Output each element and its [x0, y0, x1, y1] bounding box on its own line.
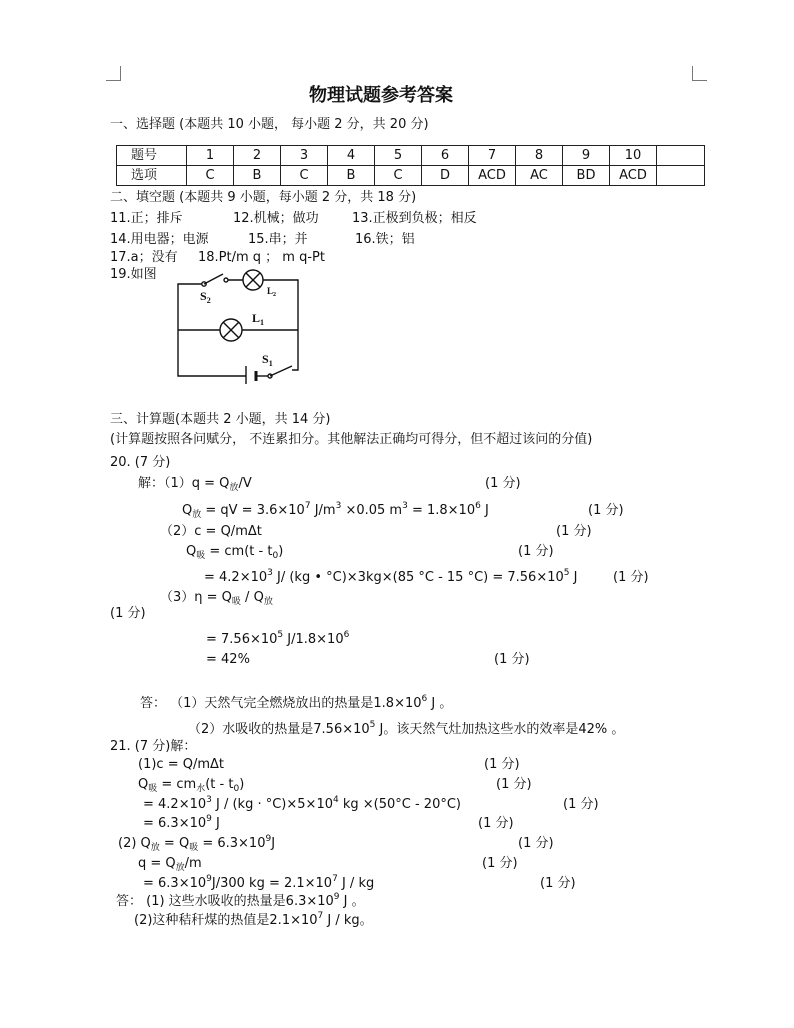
subscript: 0 [233, 784, 240, 794]
superscript: 5 [277, 630, 284, 640]
score-label: (1 分) [556, 524, 592, 539]
subscript: 0 [272, 551, 279, 561]
formula-text: = cm [157, 777, 197, 792]
subscript: 放 [263, 597, 273, 607]
q21-title: 21. (7 分)解： [110, 739, 197, 754]
formula-text: = 6.3×10 [198, 836, 266, 851]
formula-text: J/300 kg = 2.1×10 [211, 876, 333, 891]
number-cell: 7 [469, 146, 516, 166]
formula-text: kg ×(50°C - 20°C) [338, 797, 461, 812]
formula-text: Q [186, 544, 197, 559]
score-label: (1 分) [540, 876, 576, 891]
answer-cell: C [281, 166, 328, 186]
answer-q17: 17.a；没有 [110, 250, 178, 265]
answer-cell: D [422, 166, 469, 186]
subscript: 吸 [231, 597, 241, 607]
score-label: (1 分) [484, 757, 520, 772]
answer-cell: ACD [610, 166, 657, 186]
formula-text: = 6.3×10 [143, 816, 207, 831]
formula-text: / Q [240, 590, 264, 605]
formula-text: J/m [310, 503, 336, 518]
number-cell: 6 [422, 146, 469, 166]
formula-text: J/ (kg • °C)×3kg×(85 °C - 15 °C) = 7.56×10 [272, 570, 564, 585]
section2-heading: 二、填空题 (本题共 9 小题，每小题 2 分，共 18 分) [110, 190, 417, 205]
q21-line-5 [118, 836, 275, 852]
formula-text: (t - t [205, 777, 234, 792]
superscript: 7 [304, 501, 311, 511]
superscript: 6 [475, 501, 481, 511]
formula-text: = qV = 3.6×10 [201, 503, 305, 518]
number-cell: 2 [234, 146, 281, 166]
q20-line-6 [160, 590, 273, 606]
row-label-number: 题号 [117, 146, 187, 166]
answer-q16: 16.铁；铝 [355, 232, 415, 247]
formula-text: 答： (1) 这些水吸收的热量是6.3×10 [116, 894, 334, 909]
number-cell: 4 [328, 146, 375, 166]
score-label: (1 分) [588, 503, 624, 518]
answer-table [116, 145, 705, 186]
page-corner-mark-right [692, 66, 707, 81]
formula-text: /m [184, 856, 202, 871]
superscript: 3 [206, 795, 212, 805]
superscript: 3 [335, 501, 342, 511]
formula-text: ×0.05 m [341, 503, 403, 518]
number-cell-empty [657, 146, 705, 166]
q21-line-1 [138, 757, 224, 773]
score-label: (1 分) [518, 544, 554, 559]
formula-text: 答： （1）天然气完全燃烧放出的热量是1.8×10 [140, 696, 422, 711]
formula-text: (2) Q [118, 836, 151, 851]
score-label: (1 分) [563, 797, 599, 812]
answer-cell: BD [563, 166, 610, 186]
number-cell: 3 [281, 146, 328, 166]
formula-text: J [271, 836, 276, 851]
superscript: 3 [267, 568, 273, 578]
formula-text: J 。 [427, 696, 453, 711]
formula-text: = 6.3×10 [143, 876, 207, 891]
switch-s2-blade [204, 274, 223, 284]
formula-text: J 。 [339, 894, 365, 909]
superscript: 4 [332, 795, 339, 805]
score-label: (1 分) [110, 606, 146, 621]
answer-q19: 19.如图 [110, 267, 157, 282]
score-label: (1 分) [482, 856, 518, 871]
subscript: 放 [150, 843, 160, 853]
superscript: 9 [333, 892, 340, 902]
answer-cell: C [187, 166, 234, 186]
number-cell: 5 [375, 146, 422, 166]
formula-text: q = Q [138, 856, 176, 871]
answer-cell: AC [516, 166, 563, 186]
formula-text: J / (kg · °C)×5×10 [211, 797, 333, 812]
number-cell: 8 [516, 146, 563, 166]
formula-text: J / kg [337, 876, 375, 891]
number-cell: 9 [563, 146, 610, 166]
answer-cell-empty [657, 166, 705, 186]
section3-note: (计算题按照各问赋分， 不连累扣分。其他解法正确均可得分，但不超过该问的分值) [110, 432, 593, 447]
q21-line-2 [138, 777, 244, 793]
formula-text: = 7.56×10 [206, 632, 278, 647]
q20-answer-2 [188, 722, 624, 738]
subscript: 吸 [148, 784, 158, 794]
switch-s2-contact [224, 278, 228, 282]
q20-line-3 [160, 524, 262, 540]
page-title: 物理试题参考答案 [309, 85, 453, 106]
formula-text: (1)c = Q/mΔt [138, 757, 224, 772]
answer-q14: 14.用电器；电源 [110, 232, 209, 247]
number-cell: 1 [187, 146, 234, 166]
bottom-branch-wire-left [178, 330, 246, 376]
superscript: 7 [332, 874, 338, 884]
q21-line-4 [143, 816, 220, 832]
q20-line-1 [138, 476, 252, 492]
circuit-diagram [170, 268, 310, 384]
superscript: 6 [343, 630, 350, 640]
label-l2: $L_2$ [267, 286, 277, 298]
page-corner-mark-left [106, 66, 121, 81]
formula-text: (2)这种秸秆煤的热值是2.1×10 [134, 913, 318, 928]
answer-cell: B [328, 166, 375, 186]
q21-answer-1 [116, 894, 365, 910]
formula-text: = Q [159, 836, 190, 851]
answer-q18: 18.Pt/m q ； m q-Pt [198, 250, 325, 265]
answer-cell: ACD [469, 166, 516, 186]
answer-q12: 12.机械；做功 [233, 211, 319, 226]
answer-q13: 13.正极到负极；相反 [352, 211, 477, 226]
q21-line-7 [143, 876, 374, 892]
formula-text: /V [238, 476, 252, 491]
superscript: 5 [563, 568, 570, 578]
superscript: 9 [206, 814, 212, 824]
formula-text: = cm(t - t [205, 544, 273, 559]
formula-text: Q [138, 777, 149, 792]
q20-line-7 [206, 632, 349, 648]
formula-text: Q [182, 503, 193, 518]
formula-text: （2）c = Q/mΔt [160, 524, 262, 539]
number-cell: 10 [610, 146, 657, 166]
answer-cell: C [375, 166, 422, 186]
formula-text: J / kg。 [323, 913, 373, 928]
section1-heading: 一、选择题 (本题共 10 小题， 每小题 2 分，共 20 分) [110, 117, 429, 132]
label-s2: $S_2$ [200, 289, 211, 305]
subscript: 放 [229, 483, 239, 493]
score-label: (1 分) [478, 816, 514, 831]
formula-text: = 4.2×10 [143, 797, 207, 812]
formula-text: J [211, 816, 220, 831]
q21-answer-2 [134, 913, 373, 929]
q20-line-5 [204, 570, 577, 586]
superscript: 7 [317, 911, 324, 921]
bottom-branch-wire-right [292, 330, 298, 370]
subscript: 放 [192, 510, 202, 520]
subscript: 吸 [196, 551, 206, 561]
formula-text: J。该天然气灶加热这些水的效率是42% 。 [375, 722, 625, 737]
label-l1: $L_1$ [252, 311, 265, 327]
subscript: 放 [175, 863, 185, 873]
answer-q11: 11.正；排斥 [110, 211, 183, 226]
formula-text: = 1.8×10 [407, 503, 476, 518]
superscript: 3 [402, 501, 408, 511]
formula-text: 解：（1）q = Q [138, 476, 230, 491]
row-label-answer: 选项 [117, 166, 187, 186]
score-label: (1 分) [518, 836, 554, 851]
q20-answer-1 [140, 696, 452, 712]
table-row-numbers [117, 146, 705, 166]
score-label: (1 分) [613, 570, 649, 585]
score-label: (1 分) [496, 777, 532, 792]
superscript: 9 [206, 874, 212, 884]
superscript: 5 [369, 720, 376, 730]
q20-line-2 [182, 503, 489, 519]
formula-text: J/1.8×10 [283, 632, 344, 647]
formula-text: = 42% [206, 652, 250, 667]
formula-text: （2）水吸收的热量是7.56×10 [188, 722, 370, 737]
formula-text: ) [239, 777, 245, 792]
formula-text: J [480, 503, 489, 518]
table-row-answers [117, 166, 705, 186]
answer-q15: 15.串；并 [248, 232, 308, 247]
formula-text: = 4.2×10 [204, 570, 268, 585]
superscript: 9 [265, 834, 272, 844]
subscript: 吸 [189, 843, 199, 853]
formula-text: J [569, 570, 578, 585]
switch-s1-blade [270, 366, 292, 376]
formula-text: ) [278, 544, 284, 559]
score-label: (1 分) [485, 476, 521, 491]
answer-cell: B [234, 166, 281, 186]
score-label: (1 分) [494, 652, 530, 667]
q20-line-4 [186, 544, 283, 560]
formula-text: （3）η = Q [160, 590, 232, 605]
q21-line-6 [138, 856, 202, 872]
section3-heading: 三、计算题(本题共 2 小题，共 14 分) [110, 412, 331, 427]
subscript: 水 [196, 784, 206, 794]
label-s1: $S_1$ [262, 352, 273, 368]
superscript: 6 [421, 694, 428, 704]
q20-title: 20. (7 分) [110, 455, 171, 470]
q20-line-8 [206, 652, 250, 668]
q21-line-3 [143, 797, 461, 813]
